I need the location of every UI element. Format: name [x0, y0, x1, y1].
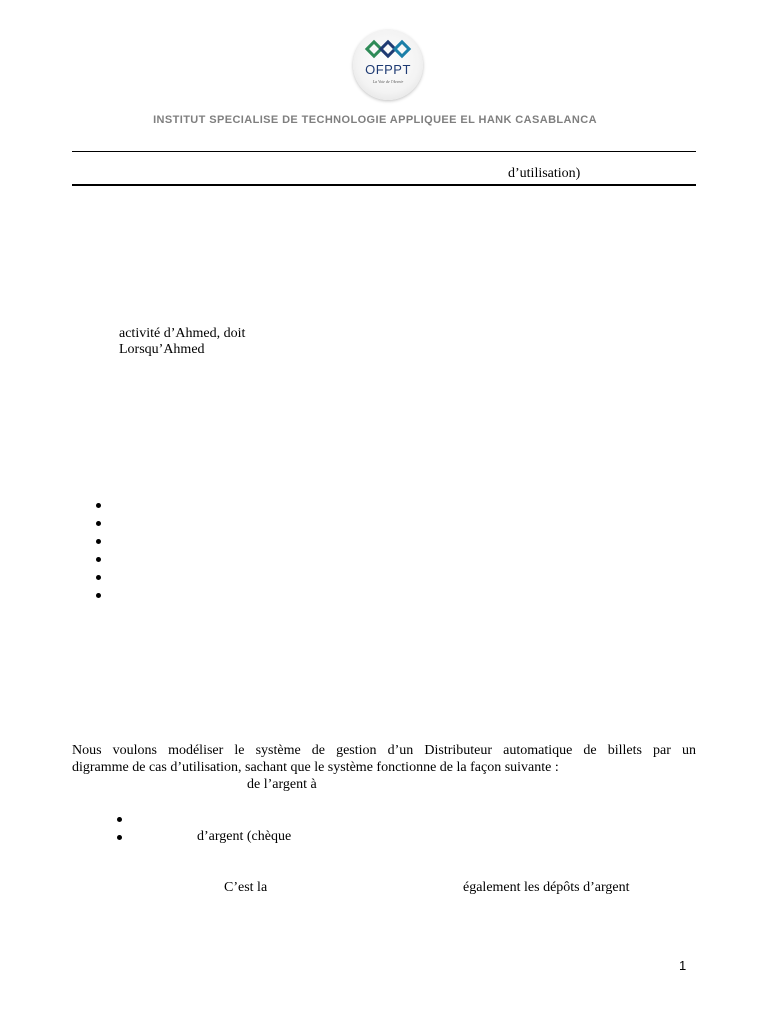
title-fragment: d’utilisation) [508, 166, 581, 181]
institute-name: INSTITUT SPECIALISE DE TECHNOLOGIE APPLIQUEE EL HANK CASABLANCA [153, 114, 597, 126]
exercise2-bullet2-text: d’argent (chèque [197, 829, 292, 844]
ofppt-logo [353, 30, 423, 100]
exercise2-fragment2-right: également les dépôts d’argent [463, 880, 630, 895]
exercise2-paragraph-line1: Nous voulons modéliser le système de gestion d’un Distributeur automatique de billets par un [72, 743, 696, 758]
exercise2-fragment1: de l’argent à [247, 777, 317, 792]
logo-name: OFPPT [365, 62, 411, 77]
bullet-icon [96, 575, 101, 580]
bullet-icon [96, 503, 101, 508]
title-bottom-rule [72, 184, 696, 186]
page-number: 1 [679, 958, 687, 973]
bullet-icon [96, 557, 101, 562]
exercise2-fragment2-left: C’est la [224, 880, 268, 895]
exercise2-paragraph-line2: digramme de cas d’utilisation, sachant que le système fonctionne de la façon suivante : [72, 760, 559, 775]
bullet-icon [117, 817, 122, 822]
title-top-rule [72, 151, 696, 152]
exercise1-line1: activité d’Ahmed, doit [119, 326, 246, 341]
exercise1-line2: Lorsqu’Ahmed [119, 342, 205, 357]
logo-tagline: La Voie de l'Avenir [372, 79, 404, 84]
bullet-icon [96, 521, 101, 526]
bullet-icon [96, 539, 101, 544]
bullet-icon [117, 835, 122, 840]
bullet-icon [96, 593, 101, 598]
